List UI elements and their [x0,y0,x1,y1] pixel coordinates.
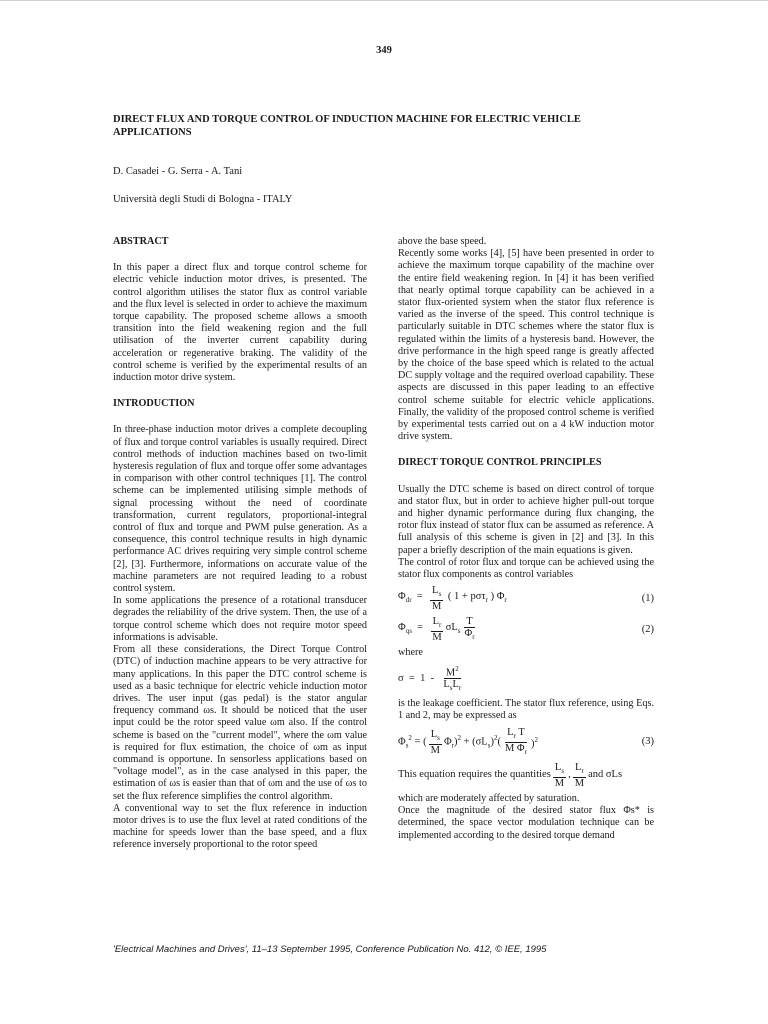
top-rule [0,0,768,1]
sigma-equation: σ = 1 - $\frac{M^2}{L_sL_r}$ [398,664,462,693]
recent-works-paragraph: Recently some works [4], [5] have been presented in order to achieve the maximum torque capability of the machine over the entire field weakening region. In [4] it has been verified that nearly optimal torque capability can be achieved in a stator flux-oriented system when the stator flux reference is varied as the inverse of the speed. This control technique is particularly suitable in DTC schemes where the stator flux is regulated within the limits of a hysteresis band. However, the drive performance in the high speed range is greatly affected by the choice of the base speed which is related to the actual DC supply voltage and the required overload capability. These aspects are discussed in this paper leading to an effective control scheme suitable for electric vehicle applications. Finally, the validity of the proposed control scheme is verified by experimental tests carried out on a 4 kW induction motor drive system. [398,248,654,443]
equation-1-number: (1) [641,592,654,604]
equation-3-number: (3) [641,736,654,748]
dtc-paragraph-1: Usually the DTC scheme is based on direct control of torque and stator flux, but in order to achieve higher pull-out torque and higher dynamic performance during flux changing, the rotor flux instead of stator flux can be assumed as reference. A full analysis of this scheme is given in [2] and [3]. In this paper a briefly description of the main equations is given. [398,483,654,556]
quantities-line: This equation requires the quantities $\frac{L_s}{M}$ , $\frac{L_r}{M}$ and σLs [398,761,623,789]
dtc-heading: DIRECT TORQUE CONTROL PRINCIPLES [398,457,602,469]
paper-title: DIRECT FLUX AND TORQUE CONTROL OF INDUCTION MACHINE FOR ELECTRIC VEHICLE APPLICATIONS [113,114,581,138]
where-label: where [398,647,423,659]
continuation-text: above the base speed. [398,236,487,247]
equation-1: $\Phi_{dr}$ = $\frac{L_s}{M}$ ( 1 + pστ$_r$ ) $\Phi_r$ (1) [398,585,654,613]
final-paragraph: Once the magnitude of the desired stator flux Φs* is determined, the space vector modulation technique can be implemented according to the desired torque demand [398,805,654,841]
equation-3: $\Phi_s^2$ = ( $\frac{L_s}{M}$ $\Phi_r)^2 + (\sigma L_s)^2$( $\frac{L_r T}{M \Phi_r}$ )$^2$ (3) [398,726,654,756]
intro-paragraph-3: From all these considerations, the Direct Torque Control (DTC) of induction machine appears to be very attractive for many applications. In this paper the DTC control scheme is used as a basic technique for electric vehicle induction motor drives. The user input (gas pedal) is the stator angular frequency command ωs. It should be noticed that the user input could be the rotor speed value ωm also. If the control scheme is based on the "current model", where the ωm value is required for flux estimation, the choice of ωm as input command is opportune. In sensorless applications based on "voltage model", as in the case analysed in this paper, the estimation of ωs is easier than that of ωm and the use of ωs to set the flux reference simplifies the control algorithm. [113,644,367,802]
equation-2-number: (2) [641,623,654,635]
dtc-paragraph-2: The control of rotor flux and torque can be achieved using the stator flux components as control variables [398,556,654,581]
authors: D. Casadei - G. Serra - A. Tani [113,166,243,177]
intro-paragraph-4: A conventional way to set the flux reference in induction motor drives is to use the flux level at rated conditions of the machine for speeds lower than the base speed, and a flux reference inversely proportional to the rotor speed [113,802,367,851]
conference-footer: 'Electrical Machines and Drives', 11–13 September 1995, Conference Publication No. 412, © IEE, 1995 [113,944,547,955]
introduction-heading: INTRODUCTION [113,398,195,410]
affiliation: Università degli Studi di Bologna - ITALY [113,194,293,205]
saturation-text: which are moderately affected by saturation. [398,792,580,804]
right-column [398,236,654,842]
page-number: 349 [376,45,392,56]
intro-paragraph-1: In three-phase induction motor drives a complete decoupling of flux and torque control variables is usually required. Direct control methods of induction machines based on two-limit hysteresis regulation of flux and torque offer some advantages in comparison with other control techniques [1]. The control scheme can be implemented utilising simple methods of signal processing without the need of coordinate transformation, current regulators, proportional-integral control of flux and torque and PWM pulse generation. As a consequence, this control technique results in high dynamic performance AC drives requiring very simple control scheme [2], [3]. Furthermore, informations on accurate value of the machine parameters are not required leading to a robust control system. [113,424,367,595]
abstract-heading: ABSTRACT [113,236,169,247]
abstract-text: In this paper a direct flux and torque control scheme for electric vehicle induction motor drives, is presented. The control algorithm utilises the stator flux as control variable and the flux level is selected in order to achieve the maximum torque capability. The proposed scheme allows a smooth transition into the field weakening region and the full utilisation of the inverter current capability during acceleration or regenerative braking. The validity of the control scheme is verified by the experimental results of an induction motor drive system. [113,262,367,384]
left-column [113,236,367,852]
equation-2: $\Phi_{qs}$ = $\frac{L_r}{M}$ $\sigma L_s$ $\frac{T}{\Phi_r}$ (2) [398,616,654,644]
sigma-description: is the leakage coefficient. The stator flux reference, using Eqs. 1 and 2, may be expressed as [398,698,654,722]
intro-paragraph-2: In some applications the presence of a rotational transducer degrades the reliability of the drive system. Then, the use of a torque control scheme which does not require motor speed informations is advisable. [113,595,367,643]
